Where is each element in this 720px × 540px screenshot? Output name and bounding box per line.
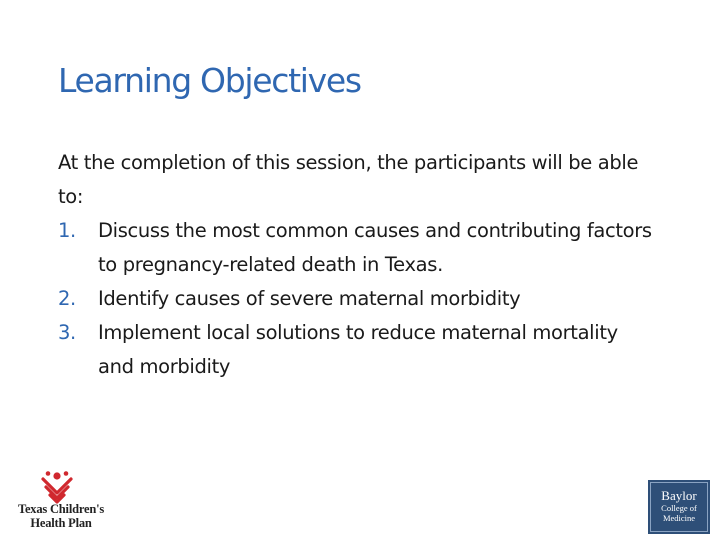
objective-text: Implement local solutions to reduce maternal mortality and morbidity [98, 321, 618, 378]
texas-childrens-logo [6, 470, 116, 534]
slide-body [58, 146, 658, 384]
baylor-logo [648, 480, 710, 534]
texas-childrens-logo-text [6, 502, 116, 530]
objective-number: 3. [58, 321, 76, 344]
objective-number: 1. [58, 219, 76, 242]
intro-text: At the completion of this session, the participants will be able to: [58, 151, 639, 208]
heart-chevron-icon [37, 470, 77, 506]
objective-text: Identify causes of severe maternal morbidity [98, 287, 521, 310]
objective-item [58, 282, 658, 316]
logo-line: Texas Children's [17, 502, 105, 516]
objective-item [58, 316, 658, 384]
baylor-logo-line: Medicine [662, 513, 696, 523]
logo-line: Health Plan [30, 516, 92, 530]
objective-text: Discuss the most common causes and contributing factors to pregnancy-related death in Texas. [98, 219, 652, 276]
objective-number: 2. [58, 287, 76, 310]
baylor-logo-border [650, 482, 708, 532]
objectives-list [58, 214, 658, 384]
objective-item [58, 214, 658, 282]
baylor-logo-line: Baylor [661, 488, 697, 503]
slide-title: Learning Objectives [58, 61, 361, 100]
baylor-logo-line: College of [661, 503, 697, 513]
